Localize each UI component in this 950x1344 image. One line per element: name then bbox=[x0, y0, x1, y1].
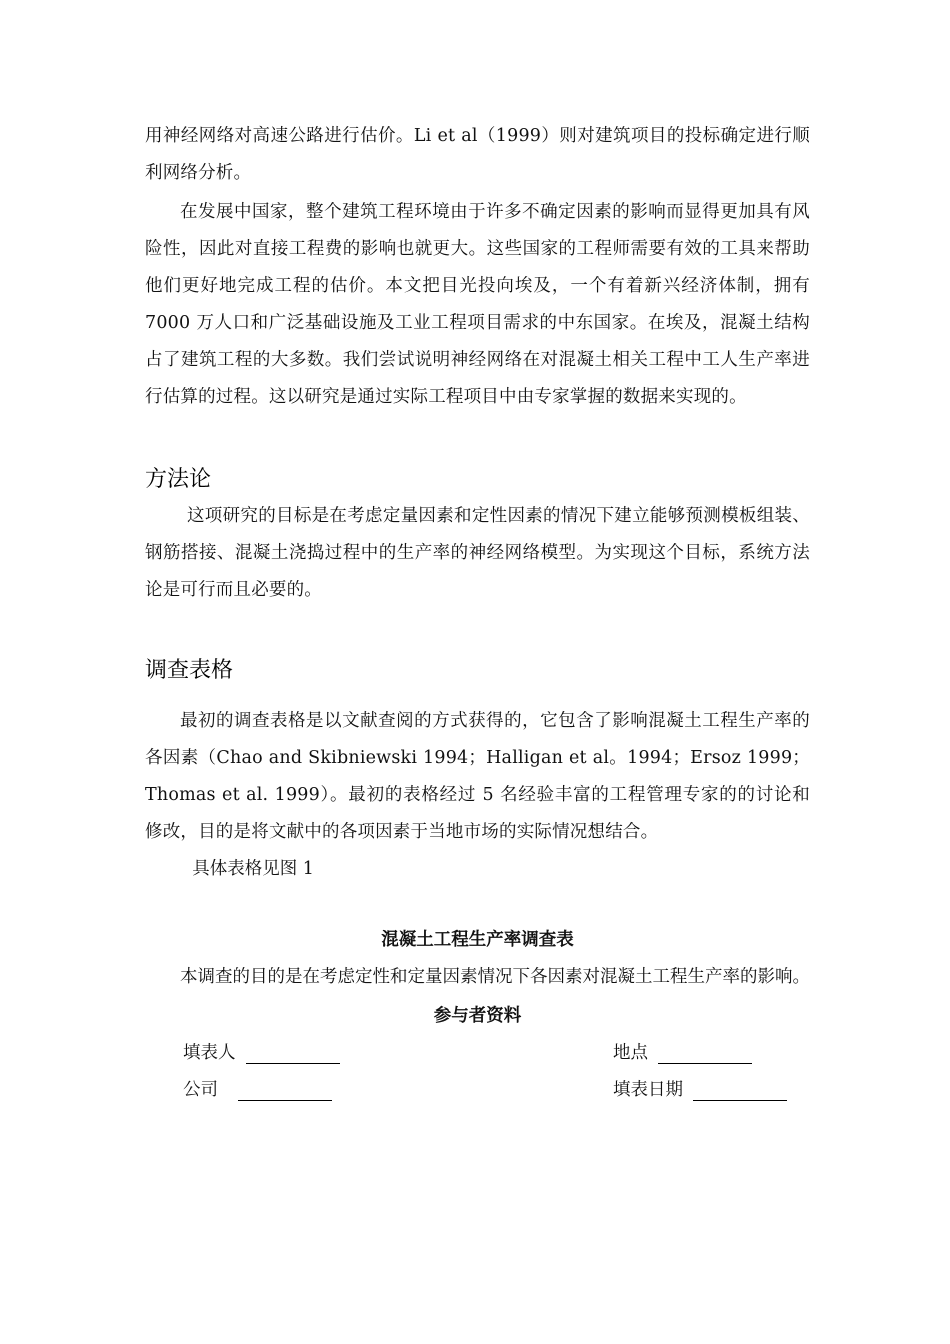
document-page bbox=[145, 118, 810, 1109]
paragraph-survey-form: 最初的调查表格是以文献查阅的方式获得的，它包含了影响混凝土工程生产率的各因素（Chao and Skibniewski 1994；Halligan et al。1994；Ersoz 1999；Thomas et al. 1999）。最初的表格经过 5 名经验丰富的工程管理专家的的讨论和修改，目的是将文献中的各项因素于当地市场的实际情况想结合。 bbox=[145, 711, 810, 842]
paragraph-egypt-context: 在发展中国家，整个建筑工程环境由于许多不确定因素的影响而显得更加具有风险性，因此对直接工程费的影响也就更大。这些国家的工程师需要有效的工具来帮助他们更好地完成工程的估价。本文把目光投向埃及，一个有着新兴经济体制，拥有 7000 万人口和广泛基础设施及工业工程项目需求的中东国家。在埃及，混凝土结构占了建筑工程的大多数。我们尝试说明神经网络在对混凝土相关工程中工人生产率进行估算的过程。这以研究是通过实际工程项目中由专家掌握的数据来实现的。 bbox=[145, 202, 810, 407]
form-title: 混凝土工程生产率调查表 bbox=[381, 930, 574, 950]
form-row-2 bbox=[145, 1072, 810, 1109]
field-company bbox=[183, 1072, 332, 1109]
field-date bbox=[613, 1072, 787, 1109]
participant-info-title: 参与者资料 bbox=[433, 1006, 522, 1026]
form-row-1 bbox=[145, 1035, 810, 1072]
paragraph-methodology: 这项研究的目标是在考虑定量因素和定性因素的情况下建立能够预测模板组装、钢筋搭接、混凝土浇捣过程中的生产率的神经网络模型。为实现这个目标，系统方法论是可行而且必要的。 bbox=[145, 506, 810, 600]
paragraph-intro-continued: 用神经网络对高速公路进行估价。Li et al（1999）则对建筑项目的投标确定进行顺利网络分析。 bbox=[145, 126, 810, 183]
field-filler-label: 填表人 bbox=[183, 1043, 236, 1063]
field-company-blank[interactable] bbox=[238, 1078, 332, 1101]
field-company-label: 公司 bbox=[183, 1080, 218, 1100]
field-location-label: 地点 bbox=[613, 1043, 648, 1063]
field-filler bbox=[183, 1035, 340, 1072]
field-filler-blank[interactable] bbox=[246, 1041, 340, 1064]
field-date-label: 填表日期 bbox=[613, 1080, 683, 1100]
field-location bbox=[613, 1035, 752, 1072]
heading-methodology: 方法论 bbox=[145, 467, 212, 492]
form-intro: 本调查的目的是在考虑定性和定量因素情况下各因素对混凝土工程生产率的影响。 bbox=[180, 967, 810, 987]
field-location-blank[interactable] bbox=[658, 1041, 752, 1064]
figure-reference: 具体表格见图 1 bbox=[192, 859, 314, 879]
heading-survey-form: 调查表格 bbox=[145, 658, 234, 683]
field-date-blank[interactable] bbox=[693, 1078, 787, 1101]
